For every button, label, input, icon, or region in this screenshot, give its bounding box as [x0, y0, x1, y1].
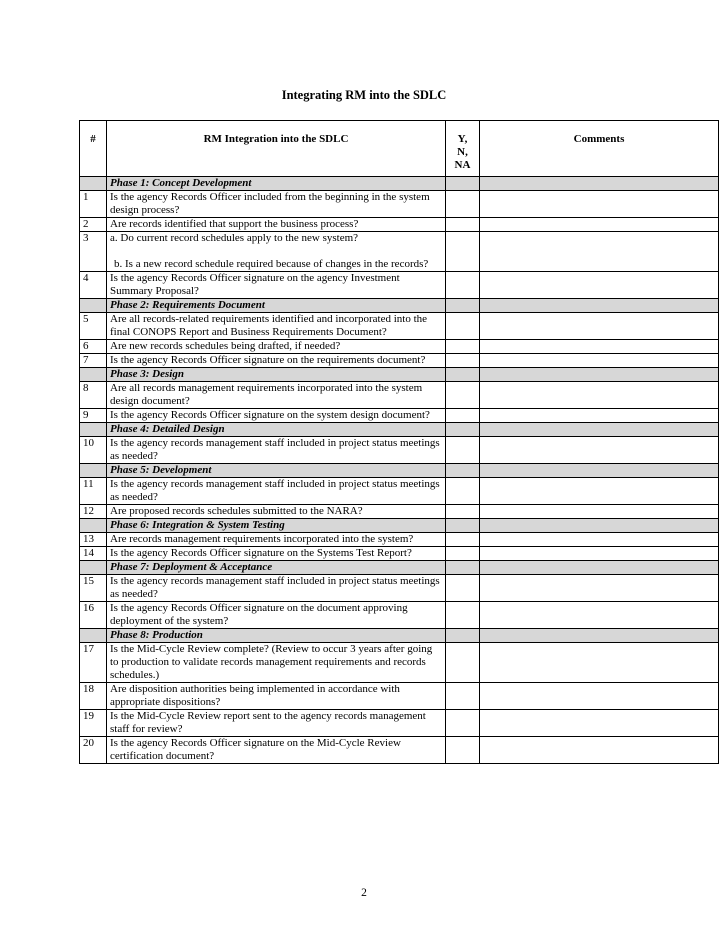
yn-answer-cell[interactable] [446, 232, 480, 272]
phase-row [80, 561, 719, 575]
item-number: 11 [80, 478, 107, 505]
item-question: Are new records schedules being drafted, if needed? [107, 340, 446, 354]
phase-label: Phase 3: Design [107, 368, 446, 382]
item-question: Are proposed records schedules submitted to the NARA? [107, 505, 446, 519]
item-number: 19 [80, 710, 107, 737]
yn-answer-cell[interactable] [446, 313, 480, 340]
comments-cell[interactable] [480, 505, 719, 519]
item-number: 12 [80, 505, 107, 519]
comments-cell[interactable] [480, 191, 719, 218]
comments-cell[interactable] [480, 382, 719, 409]
header-comments: Comments [480, 121, 719, 177]
yn-answer-cell[interactable] [446, 505, 480, 519]
yn-answer-cell[interactable] [446, 409, 480, 423]
comments-cell[interactable] [480, 354, 719, 368]
comments-cell[interactable] [480, 232, 719, 272]
table-row [80, 683, 719, 710]
yn-answer-cell[interactable] [446, 340, 480, 354]
item-question: Are disposition authorities being implemented in accordance with appropriate dispositions? [107, 683, 446, 710]
item-number: 15 [80, 575, 107, 602]
yn-answer-cell[interactable] [446, 382, 480, 409]
table-row [80, 478, 719, 505]
table-row [80, 437, 719, 464]
page-number: 2 [361, 887, 367, 899]
phase-row [80, 464, 719, 478]
comments-cell[interactable] [480, 340, 719, 354]
item-question-part-a: a. Do current record schedules apply to the new system? [110, 232, 359, 244]
comments-cell[interactable] [480, 602, 719, 629]
comments-cell[interactable] [480, 533, 719, 547]
phase-label: Phase 1: Concept Development [107, 177, 446, 191]
yn-answer-cell[interactable] [446, 478, 480, 505]
yn-answer-cell[interactable] [446, 354, 480, 368]
comments-cell[interactable] [480, 313, 719, 340]
phase-row [80, 519, 719, 533]
item-question: Is the agency Records Officer signature on the Mid-Cycle Review certification document? [107, 737, 446, 764]
item-number: 1 [80, 191, 107, 218]
table-row [80, 272, 719, 299]
table-row [80, 710, 719, 737]
item-number: 17 [80, 643, 107, 683]
header-yn-line: N, [457, 146, 468, 158]
item-number: 10 [80, 437, 107, 464]
yn-answer-cell[interactable] [446, 547, 480, 561]
item-question-part-b: b. Is a new record schedule required because of changes in the records? [114, 258, 429, 270]
item-question: Is the agency Records Officer signature on the Systems Test Report? [107, 547, 446, 561]
table-row [80, 409, 719, 423]
page-title: Integrating RM into the SDLC [281, 88, 447, 102]
yn-answer-cell[interactable] [446, 602, 480, 629]
yn-answer-cell[interactable] [446, 218, 480, 232]
item-question: Is the agency Records Officer signature on the requirements document? [107, 354, 446, 368]
item-number: 6 [80, 340, 107, 354]
comments-cell[interactable] [480, 575, 719, 602]
comments-cell[interactable] [480, 737, 719, 764]
comments-cell[interactable] [480, 710, 719, 737]
item-number: 13 [80, 533, 107, 547]
item-number: 2 [80, 218, 107, 232]
comments-cell[interactable] [480, 437, 719, 464]
item-number: 14 [80, 547, 107, 561]
table-row [80, 737, 719, 764]
header-yn [446, 121, 480, 177]
yn-answer-cell[interactable] [446, 643, 480, 683]
header-num: # [80, 121, 107, 177]
yn-answer-cell[interactable] [446, 437, 480, 464]
item-question: Are records identified that support the business process? [107, 218, 446, 232]
phase-label: Phase 7: Deployment & Acceptance [107, 561, 446, 575]
yn-answer-cell[interactable] [446, 710, 480, 737]
comments-cell[interactable] [480, 272, 719, 299]
item-question: Is the agency records management staff included in project status meetings as needed? [107, 437, 446, 464]
item-number: 7 [80, 354, 107, 368]
table-row [80, 547, 719, 561]
header-yn-line: Y, [457, 133, 468, 145]
table-row [80, 602, 719, 629]
item-question: Is the agency records management staff included in project status meetings as needed? [107, 575, 446, 602]
comments-cell[interactable] [480, 547, 719, 561]
phase-row [80, 629, 719, 643]
table-row [80, 313, 719, 340]
item-number: 16 [80, 602, 107, 629]
item-question: Are records management requirements incorporated into the system? [107, 533, 446, 547]
comments-cell[interactable] [480, 683, 719, 710]
yn-answer-cell[interactable] [446, 191, 480, 218]
item-question: Is the agency Records Officer signature on the agency Investment Summary Proposal? [107, 272, 446, 299]
phase-row [80, 177, 719, 191]
table-row [80, 354, 719, 368]
header-yn-line: NA [454, 159, 471, 171]
phase-label: Phase 8: Production [107, 629, 446, 643]
table-row [80, 382, 719, 409]
header-row [80, 121, 719, 177]
item-number: 20 [80, 737, 107, 764]
item-question: Are all records-related requirements identified and incorporated into the final CONOPS Report and Business Requirements Document? [107, 313, 446, 340]
item-number: 18 [80, 683, 107, 710]
header-integration: RM Integration into the SDLC [107, 121, 446, 177]
item-question: Is the agency records management staff included in project status meetings as needed? [107, 478, 446, 505]
phase-label: Phase 5: Development [107, 464, 446, 478]
yn-answer-cell[interactable] [446, 683, 480, 710]
yn-answer-cell[interactable] [446, 737, 480, 764]
yn-answer-cell[interactable] [446, 272, 480, 299]
item-question: Is the agency Records Officer signature on the system design document? [107, 409, 446, 423]
table-row [80, 533, 719, 547]
item-question: Is the Mid-Cycle Review complete? (Review to occur 3 years after going to production to validate records management requirements and records schedules.) [107, 643, 446, 683]
phase-label: Phase 6: Integration & System Testing [107, 519, 446, 533]
table-row [80, 643, 719, 683]
table-row [80, 232, 719, 272]
item-question: Is the agency Records Officer signature on the document approving deployment of the system? [107, 602, 446, 629]
yn-answer-cell[interactable] [446, 533, 480, 547]
item-number: 4 [80, 272, 107, 299]
comments-cell[interactable] [480, 643, 719, 683]
item-question: Are all records management requirements incorporated into the system design document? [107, 382, 446, 409]
item-number: 8 [80, 382, 107, 409]
phase-label: Phase 2: Requirements Document [107, 299, 446, 313]
comments-cell[interactable] [480, 409, 719, 423]
item-question [107, 232, 446, 272]
item-number: 3 [80, 232, 107, 272]
item-number: 9 [80, 409, 107, 423]
comments-cell[interactable] [480, 218, 719, 232]
table-row [80, 505, 719, 519]
phase-row [80, 299, 719, 313]
table-row [80, 575, 719, 602]
yn-answer-cell[interactable] [446, 575, 480, 602]
item-number: 5 [80, 313, 107, 340]
phase-row [80, 368, 719, 382]
phase-row [80, 423, 719, 437]
item-question: Is the agency Records Officer included from the beginning in the system design process? [107, 191, 446, 218]
phase-label: Phase 4: Detailed Design [107, 423, 446, 437]
table-row [80, 191, 719, 218]
rm-checklist-table [79, 120, 719, 764]
item-question: Is the Mid-Cycle Review report sent to the agency records management staff for review? [107, 710, 446, 737]
table-row [80, 340, 719, 354]
comments-cell[interactable] [480, 478, 719, 505]
table-row [80, 218, 719, 232]
